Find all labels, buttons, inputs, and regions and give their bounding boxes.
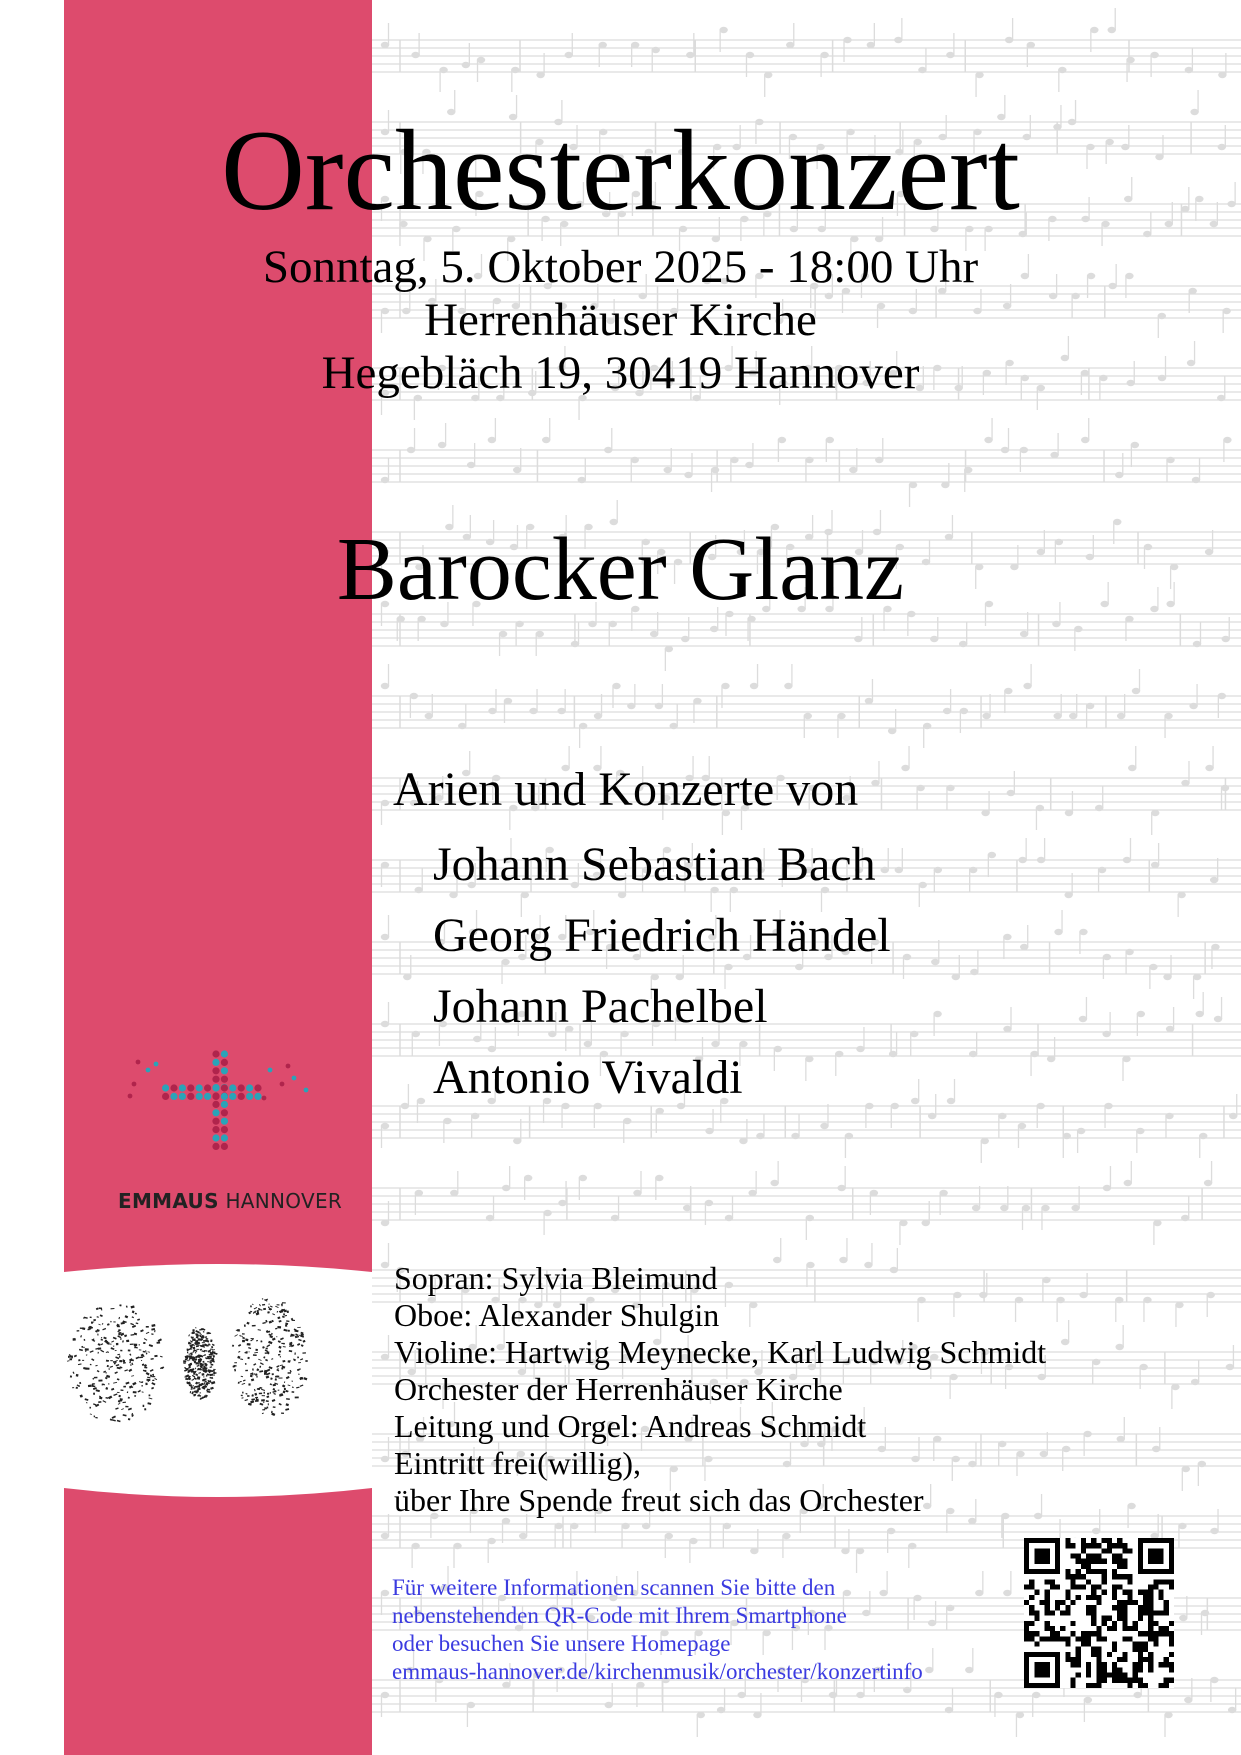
credit-line: Violine: Hartwig Meynecke, Karl Ludwig Schmidt xyxy=(394,1334,1047,1370)
composer-list xyxy=(433,829,891,1113)
credit-line: Orchester der Herrenhäuser Kirche xyxy=(394,1371,843,1407)
info-line: Für weitere Informationen scannen Sie bitte den xyxy=(392,1575,836,1600)
logo-name-regular: HANNOVER xyxy=(225,1189,343,1213)
logo-name-bold: EMMAUS xyxy=(118,1189,219,1213)
homepage-link[interactable]: emmaus-hannover.de/kirchenmusik/orchester/konzertinfo xyxy=(392,1659,923,1684)
qr-code-icon[interactable] xyxy=(1024,1538,1174,1688)
info-line: oder besuchen Sie unsere Homepage xyxy=(392,1631,731,1656)
performer-credits xyxy=(394,1260,1046,1519)
address: Hegebläch 19, 30419 Hannover xyxy=(321,347,920,399)
composer-item: Georg Friedrich Händel xyxy=(433,909,891,962)
credit-line: über Ihre Spende freut sich das Orchester xyxy=(394,1482,924,1518)
composer-item: Antonio Vivaldi xyxy=(433,1051,743,1104)
page-title: Orchesterkonzert xyxy=(221,107,1020,235)
orchestra-sketch-image xyxy=(64,1262,372,1502)
credit-line: Eintritt frei(willig), xyxy=(394,1445,642,1481)
credit-line: Sopran: Sylvia Bleimund xyxy=(394,1260,718,1296)
venue: Herrenhäuser Kirche xyxy=(424,294,817,346)
composer-item: Johann Pachelbel xyxy=(433,980,768,1033)
logo-wordmark xyxy=(118,1189,342,1213)
program-intro: Arien und Konzerte von xyxy=(393,763,859,816)
info-line: nebenstehenden QR-Code mit Ihrem Smartphone xyxy=(392,1603,847,1628)
concert-subtitle: Barocker Glanz xyxy=(336,520,905,619)
credit-line: Leitung und Orgel: Andreas Schmidt xyxy=(394,1408,867,1444)
date-time: Sonntag, 5. Oktober 2025 - 18:00 Uhr xyxy=(262,241,979,293)
credit-line: Oboe: Alexander Shulgin xyxy=(394,1297,720,1333)
info-text xyxy=(392,1574,923,1686)
composer-item: Johann Sebastian Bach xyxy=(433,838,876,891)
